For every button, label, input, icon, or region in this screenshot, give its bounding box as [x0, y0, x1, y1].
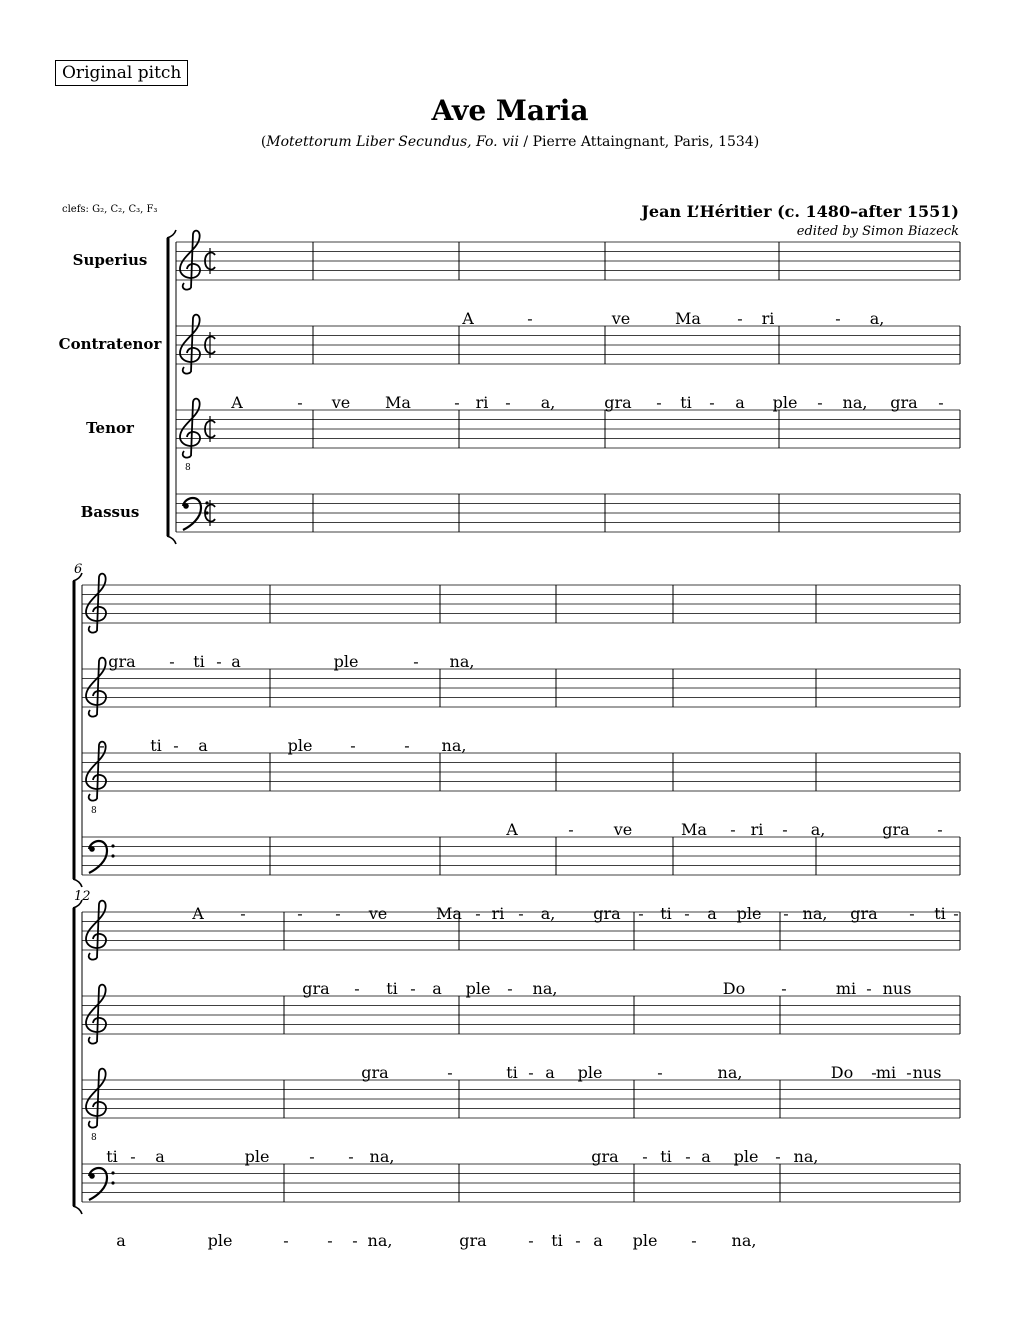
lyric-syllable: a, — [810, 820, 826, 839]
treble-clef-icon — [86, 1069, 106, 1128]
lyric-syllable: gra — [302, 979, 330, 998]
lyric-syllable: gra — [882, 820, 910, 839]
bracket-hook — [73, 879, 82, 887]
lyric-syllable: - — [866, 979, 872, 998]
lyric-syllable: - — [173, 736, 179, 755]
lyric-syllable: na, — [731, 1231, 757, 1250]
lyric-syllable: - — [216, 652, 222, 671]
lyric-syllable: - — [454, 393, 460, 412]
bass-clef-dot — [111, 1171, 114, 1174]
lyric-syllable: - — [99, 736, 105, 755]
lyric-syllable: ple — [333, 652, 359, 671]
staff-tenor — [82, 1069, 960, 1166]
lyric-syllable: - — [507, 979, 513, 998]
staff-bassus — [82, 837, 960, 923]
lyric-syllable: a — [593, 1231, 603, 1250]
lyric-syllable: ple — [733, 1147, 759, 1166]
bass-clef-dot — [183, 503, 189, 509]
lyric-syllable: ti — [680, 393, 692, 412]
lyric-syllable: A — [231, 393, 243, 412]
treble-clef-icon — [86, 658, 106, 717]
lyric-syllable: gra — [108, 652, 136, 671]
editor-credit: edited by Simon Biazeck — [796, 224, 959, 239]
lyric-syllable: - — [169, 652, 175, 671]
lyric-syllable: ple — [632, 1231, 658, 1250]
lyric-syllable: ti — [386, 979, 398, 998]
lyric-syllable: ti — [506, 1063, 518, 1082]
lyric-syllable: - — [352, 1231, 358, 1250]
lyric-syllable: Ma — [385, 393, 411, 412]
lyric-syllable: na, — [369, 1147, 395, 1166]
lyric-syllable: - — [835, 309, 841, 328]
staff-bassus — [82, 1164, 960, 1250]
lyric-syllable: - — [327, 1231, 333, 1250]
lyric-syllable: ri — [750, 820, 764, 839]
lyric-syllable: - — [685, 1147, 691, 1166]
lyric-syllable: - — [737, 309, 743, 328]
lyric-syllable: ri — [761, 309, 775, 328]
lyric-syllable: - — [297, 904, 303, 923]
staff-contratenor — [82, 658, 960, 755]
source-title: Motettorum Liber Secundus, Fo. vii — [266, 134, 519, 150]
original-pitch-label: Original pitch — [55, 60, 188, 86]
lyric-syllable: a, — [869, 309, 885, 328]
voice-name: Tenor — [86, 419, 134, 437]
treble-clef-icon — [86, 574, 106, 633]
lyric-syllable: ple — [287, 736, 313, 755]
lyric-syllable: A — [192, 904, 204, 923]
lyric-syllable: mi — [875, 1063, 897, 1082]
lyric-syllable: - — [783, 904, 789, 923]
lyric-syllable: ri — [491, 904, 505, 923]
lyric-syllable: a — [231, 652, 241, 671]
lyric-syllable: nus — [882, 979, 912, 998]
lyric-syllable: na, — [793, 1147, 819, 1166]
treble-clef-icon — [86, 985, 106, 1044]
bass-clef-icon — [183, 498, 201, 530]
lyric-syllable: - — [937, 820, 943, 839]
lyric-syllable: - — [953, 904, 959, 923]
lyric-syllable: - — [909, 904, 915, 923]
lyric-syllable: ple — [465, 979, 491, 998]
lyric-syllable: ple — [244, 1147, 270, 1166]
lyric-syllable: gra — [890, 393, 918, 412]
lyric-syllable: - — [130, 1147, 136, 1166]
lyric-syllable: a, — [540, 904, 556, 923]
lyric-syllable: Ma — [675, 309, 701, 328]
lyric-syllable: ve — [613, 820, 633, 839]
lyric-syllable: ple — [772, 393, 798, 412]
treble-clef-icon — [180, 315, 200, 374]
voice-name: Contratenor — [58, 335, 162, 353]
treble-clef-icon — [86, 901, 106, 960]
lyric-syllable: - — [528, 1231, 534, 1250]
lyric-syllable: ple — [577, 1063, 603, 1082]
lyric-syllable: na, — [441, 736, 467, 755]
bracket-hook — [73, 1206, 82, 1214]
measure-number: 12 — [74, 889, 91, 904]
lyric-syllable: na, — [449, 652, 475, 671]
lyric-syllable: mi — [835, 979, 857, 998]
staff-superius — [82, 574, 960, 671]
source-publisher: / Pierre Attaingnant, Paris, 1534) — [518, 134, 760, 150]
lyric-syllable: Do — [722, 979, 746, 998]
lyric-syllable: a — [707, 904, 717, 923]
lyric-syllable: Ma — [681, 820, 707, 839]
lyric-syllable: a — [735, 393, 745, 412]
lyric-syllable: gra — [850, 904, 878, 923]
voice-name: Bassus — [80, 503, 140, 521]
lyric-syllable: - — [709, 393, 715, 412]
lyric-syllable: - — [730, 820, 736, 839]
lyric-syllable: - — [335, 904, 341, 923]
lyric-syllable: ri — [475, 393, 489, 412]
lyric-syllable: gra — [591, 1147, 619, 1166]
lyric-syllable: - — [518, 904, 524, 923]
octave-eight-mark: 8 — [91, 1133, 97, 1143]
lyric-syllable: A — [462, 309, 474, 328]
lyric-syllable: - — [684, 904, 690, 923]
bass-clef-dot — [89, 1173, 95, 1179]
staff-tenor — [82, 742, 960, 839]
bass-clef-dot — [111, 854, 114, 857]
bass-clef-icon — [89, 1168, 107, 1200]
staff-bassus — [81, 494, 960, 532]
lyric-syllable: ple — [736, 904, 762, 923]
lyric-syllable: - — [297, 393, 303, 412]
treble-clef-icon — [180, 231, 200, 290]
lyric-syllable: na, — [717, 1063, 743, 1082]
bass-clef-dot — [111, 1181, 114, 1184]
lyric-syllable: - — [404, 736, 410, 755]
lyric-syllable: na, — [842, 393, 868, 412]
piece-title: Ave Maria — [431, 94, 589, 127]
voice-name: Superius — [72, 251, 148, 269]
lyric-syllable: a — [198, 736, 208, 755]
lyric-syllable: - — [475, 904, 481, 923]
lyric-syllable: - — [309, 1147, 315, 1166]
lyric-syllable: na, — [367, 1231, 393, 1250]
measure-number: 6 — [74, 562, 83, 577]
lyric-syllable: - — [528, 1063, 534, 1082]
lyric-syllable: a — [432, 979, 442, 998]
lyric-syllable: a — [545, 1063, 555, 1082]
bass-clef-dot — [89, 846, 95, 852]
lyric-syllable: gra — [361, 1063, 389, 1082]
lyric-syllable: - — [775, 1147, 781, 1166]
lyric-syllable: - — [568, 820, 574, 839]
lyric-syllable: ti — [193, 652, 205, 671]
lyric-syllable: gra — [459, 1231, 487, 1250]
lyric-syllable: a — [116, 1231, 126, 1250]
lyric-syllable: - — [350, 736, 356, 755]
lyric-syllable: ti — [660, 904, 672, 923]
lyric-syllable: - — [240, 904, 246, 923]
composer: Jean L’Héritier (c. 1480–after 1551) — [641, 202, 959, 221]
lyric-syllable: - — [447, 1063, 453, 1082]
lyric-syllable: ti — [150, 736, 162, 755]
lyric-syllable: ti — [934, 904, 946, 923]
lyric-syllable: ti — [106, 1147, 118, 1166]
lyric-syllable: a — [155, 1147, 165, 1166]
original-clefs-note: clefs: G₂, C₂, C₃, F₃ — [62, 204, 158, 215]
bass-clef-dot — [111, 844, 114, 847]
system-1 — [59, 230, 960, 544]
lyric-syllable: nus — [912, 1063, 942, 1082]
lyric-syllable: - — [642, 1147, 648, 1166]
lyric-syllable: ti — [551, 1231, 563, 1250]
lyric-syllable: - — [906, 1063, 912, 1082]
bass-clef-dot — [205, 501, 208, 504]
lyric-syllable: - — [656, 393, 662, 412]
lyric-syllable: - — [657, 1063, 663, 1082]
lyric-syllable: - — [354, 979, 360, 998]
lyric-syllable: ve — [368, 904, 388, 923]
lyric-syllable: - — [505, 393, 511, 412]
lyric-syllable: - — [575, 1231, 581, 1250]
lyric-syllable: - — [410, 979, 416, 998]
system-2 — [73, 562, 960, 923]
lyric-syllable: gra — [593, 904, 621, 923]
bass-clef-icon — [89, 841, 107, 873]
lyric-syllable: - — [782, 820, 788, 839]
lyric-syllable: - — [638, 904, 644, 923]
system-3 — [73, 889, 960, 1250]
lyric-syllable: - — [413, 652, 419, 671]
lyric-syllable: - — [691, 1231, 697, 1250]
lyric-syllable: - — [348, 1147, 354, 1166]
octave-eight-mark: 8 — [91, 806, 97, 816]
lyric-syllable: ple — [207, 1231, 233, 1250]
lyric-syllable: a, — [540, 393, 556, 412]
lyric-syllable: a — [701, 1147, 711, 1166]
bracket-hook — [167, 536, 176, 544]
lyric-syllable: - — [871, 1063, 877, 1082]
lyric-syllable: - — [283, 1231, 289, 1250]
source-subtitle: (Motettorum Liber Secundus, Fo. vii / Pierre Attaingnant, Paris, 1534) — [260, 134, 760, 150]
staff-tenor — [86, 399, 960, 473]
lyric-syllable: ti — [660, 1147, 672, 1166]
lyric-syllable: Do — [830, 1063, 854, 1082]
treble-clef-icon — [180, 399, 200, 458]
lyric-syllable: ve — [611, 309, 631, 328]
lyric-syllable: - — [938, 393, 944, 412]
lyric-syllable: - — [781, 979, 787, 998]
lyric-syllable: ve — [331, 393, 351, 412]
octave-eight-mark: 8 — [185, 463, 191, 473]
lyric-syllable: gra — [604, 393, 632, 412]
bracket-hook — [167, 230, 176, 238]
lyric-syllable: na, — [532, 979, 558, 998]
lyric-syllable: A — [506, 820, 518, 839]
staff-superius — [73, 231, 960, 328]
lyric-syllable: Ma — [436, 904, 462, 923]
staff-contratenor — [82, 985, 960, 1082]
lyric-syllable: - — [527, 309, 533, 328]
staff-contratenor — [59, 315, 960, 412]
lyric-syllable: na, — [802, 904, 828, 923]
lyric-syllable: - — [817, 393, 823, 412]
